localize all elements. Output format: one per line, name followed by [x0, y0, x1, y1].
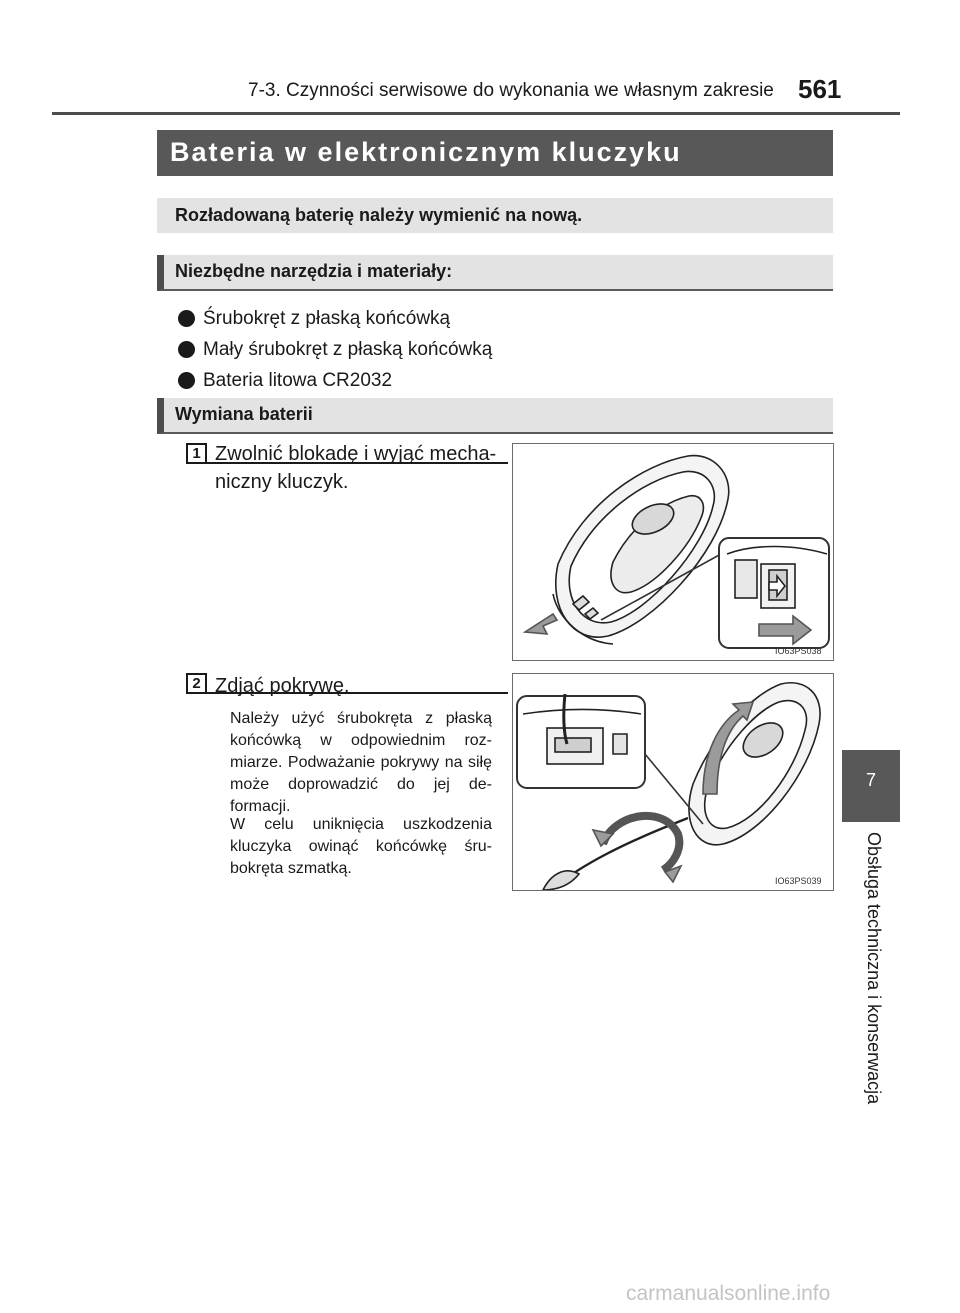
step-number-1: 1: [186, 443, 207, 464]
step-2-note-1: Należy użyć śrubokręta z płaską końcówką w odpowiednim roz-miarze. Podważanie pokrywy na siłę może doprowadzić do jej de-formacji.: [230, 710, 492, 815]
step-1-text: Zwolnić blokadę i wyjąć mecha- niczny kluczyk.: [215, 443, 497, 493]
section-title: Bateria w elektronicznym kluczyku: [170, 137, 682, 167]
bullet-icon: [178, 341, 195, 358]
tools-heading-bar: [157, 255, 833, 291]
watermark: carmanualsonline.info: [626, 1282, 831, 1305]
figure-1-code: IO63PS038: [775, 646, 822, 656]
bullet-icon: [178, 310, 195, 327]
step-2-note-2: W celu uniknięcia uszkodzenia kluczyka owinąć końcówkę śru-bokręta szmatką.: [230, 816, 492, 877]
chapter-title: Obsługa techniczna i konserwacja: [864, 832, 884, 1105]
figure-step-1: [512, 443, 834, 661]
header-rule: [52, 112, 900, 115]
intro-bar: [157, 198, 833, 233]
intro-text: Rozładowaną baterię należy wymienić na nową.: [175, 205, 583, 225]
chapter-title-vertical: [842, 832, 900, 1132]
chapter-number: 7: [865, 770, 876, 790]
chapter-tab: [842, 750, 900, 822]
list-item: Śrubokręt z płaską końcówką: [180, 303, 492, 334]
list-item: Bateria litowa CR2032: [180, 365, 492, 396]
figure-step-2: [512, 673, 834, 891]
cover-removal-illustration: [513, 674, 833, 890]
page-number: 561: [798, 74, 842, 104]
step-number-2: 2: [186, 673, 207, 694]
bullet-icon: [178, 372, 195, 389]
key-release-illustration: [513, 444, 833, 660]
figure-2-code: IO63PS039: [775, 876, 822, 886]
tools-heading: Niezbędne narzędzia i materiały:: [175, 261, 453, 281]
replacement-heading-bar: [157, 398, 833, 434]
running-head: 7-3. Czynności serwisowe do wykonania we własnym zakresie: [248, 80, 774, 101]
step-2-text: Zdjąć pokrywę.: [215, 675, 350, 697]
tools-list: [180, 303, 492, 396]
replacement-heading: Wymiana baterii: [175, 404, 313, 424]
section-title-bar: [157, 130, 833, 176]
list-item: Mały śrubokręt z płaską końcówką: [180, 334, 492, 365]
